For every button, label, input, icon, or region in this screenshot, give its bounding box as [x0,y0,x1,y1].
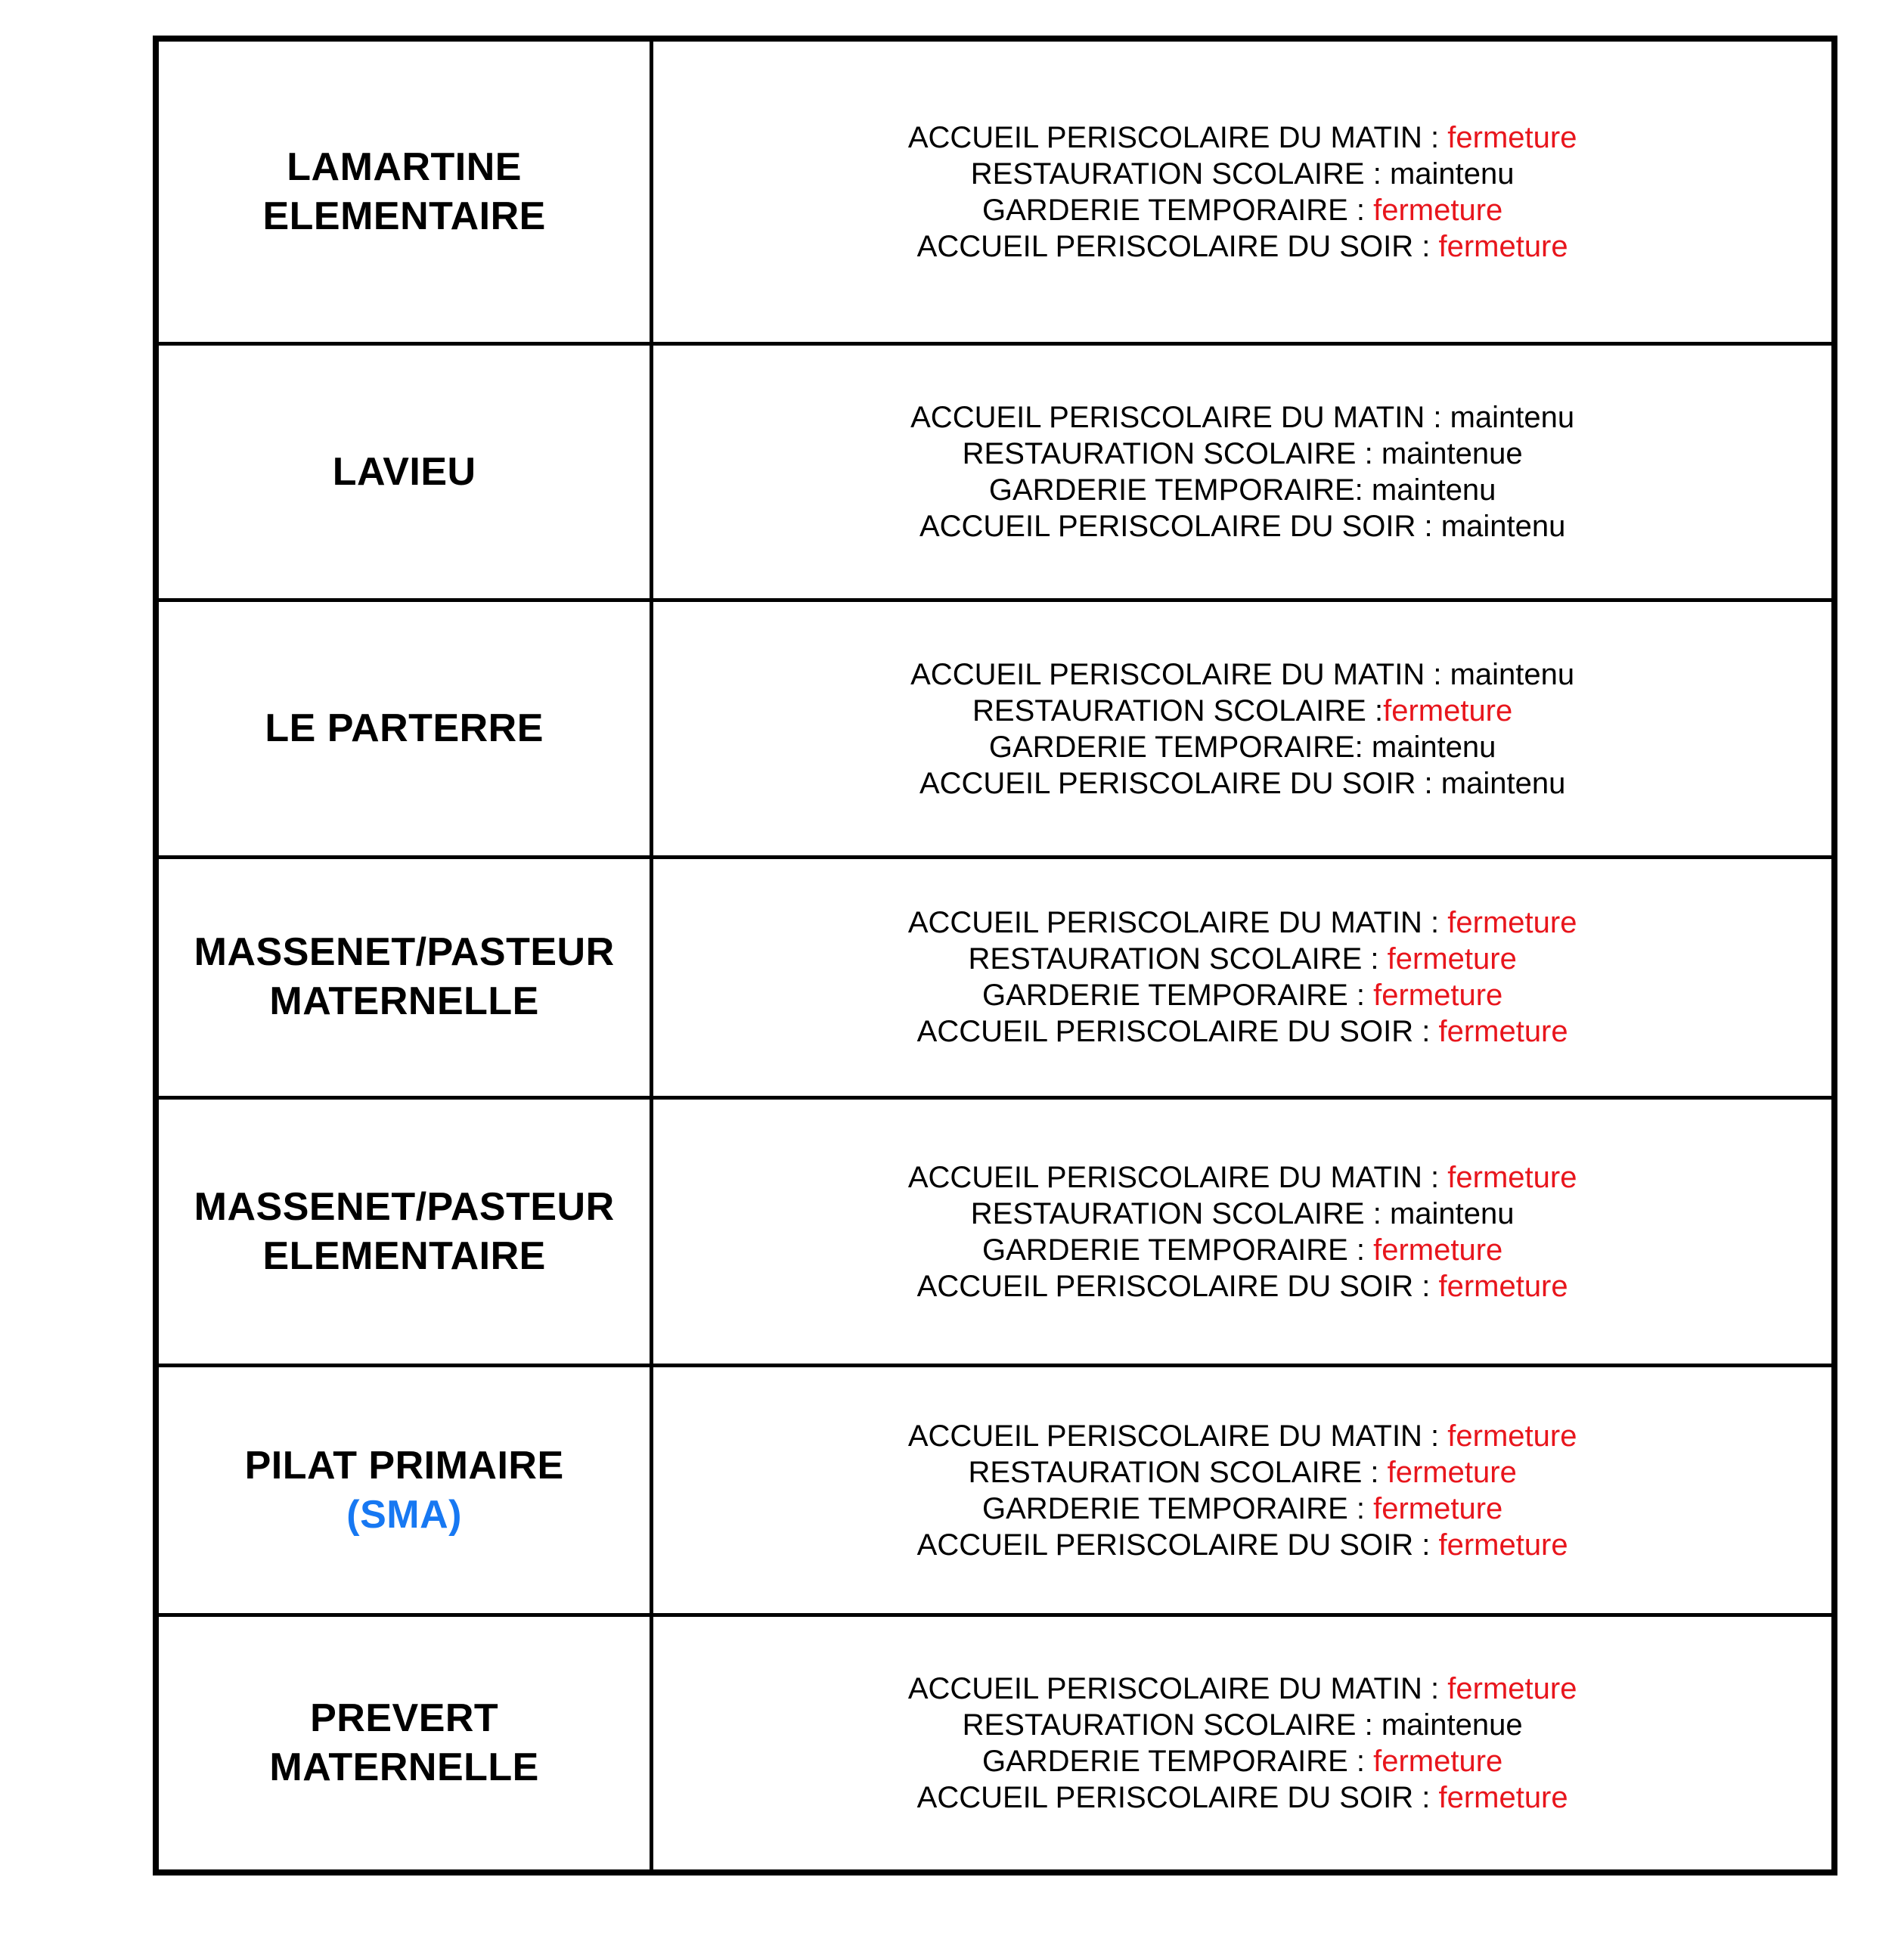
school-name-cell [159,598,650,855]
service-label: GARDERIE TEMPORAIRE : [981,1233,1374,1267]
service-status-line [908,1671,1577,1707]
services-cell [650,1613,1831,1869]
service-label: ACCUEIL PERISCOLAIRE DU SOIR : [916,1781,1439,1815]
service-status-line [908,119,1577,156]
service-status-value: fermeture [1373,1745,1503,1779]
service-status-line [963,1707,1523,1743]
service-label: RESTAURATION SCOLAIRE : [972,693,1384,728]
service-status-value: fermeture [1438,1015,1568,1049]
service-status-value: maintenue [1381,1708,1523,1742]
school-services-table [153,36,1837,1876]
service-status-line [908,1418,1577,1454]
services-cell [650,598,1831,855]
services-cell [650,342,1831,598]
service-status-value: fermeture [1373,979,1503,1013]
service-label: ACCUEIL PERISCOLAIRE DU MATIN : [907,906,1448,940]
service-status-value: maintenu [1440,510,1566,544]
school-name-cell [159,1364,650,1613]
service-status-value: maintenu [1450,401,1575,435]
school-name-line: LAMARTINE [287,144,522,189]
school-name-cell [159,855,650,1096]
service-label: ACCUEIL PERISCOLAIRE DU MATIN : [907,1419,1448,1453]
service-label: ACCUEIL PERISCOLAIRE DU MATIN : [907,120,1448,154]
school-name-line: (SMA) [346,1492,462,1537]
service-label: ACCUEIL PERISCOLAIRE DU MATIN : [907,1672,1448,1706]
service-status-line [982,192,1502,228]
service-status-line [910,656,1574,693]
service-label: ACCUEIL PERISCOLAIRE DU SOIR : [916,229,1439,263]
service-status-value: fermeture [1438,1528,1568,1562]
school-name-line: LAVIEU [332,449,476,494]
service-label: GARDERIE TEMPORAIRE: [988,473,1372,507]
school-name-cell [159,1613,650,1869]
service-status-line [917,1268,1568,1305]
service-label: RESTAURATION SCOLAIRE : [962,1708,1381,1742]
service-status-line [968,941,1516,977]
service-status-line [968,1454,1516,1491]
service-status-line [917,228,1568,265]
service-label: GARDERIE TEMPORAIRE : [981,979,1374,1013]
services-cell [650,855,1831,1096]
service-status-value: fermeture [1438,1781,1568,1815]
service-label: ACCUEIL PERISCOLAIRE DU MATIN : [910,401,1450,435]
service-status-value: fermeture [1373,1233,1503,1267]
service-label: ACCUEIL PERISCOLAIRE DU SOIR : [916,1528,1439,1562]
services-cell [650,1364,1831,1613]
school-name-line: MATERNELLE [269,1745,539,1790]
service-status-value: fermeture [1387,942,1517,976]
service-status-value: fermeture [1438,229,1568,263]
service-status-value: maintenu [1371,730,1496,764]
service-status-value: fermeture [1447,906,1577,940]
service-status-line [971,1196,1515,1232]
service-status-line [908,1159,1577,1196]
school-name-line: MATERNELLE [269,979,539,1024]
service-status-value: maintenue [1381,437,1523,471]
service-status-line [971,156,1515,192]
service-label: ACCUEIL PERISCOLAIRE DU SOIR : [916,1015,1439,1049]
service-label: ACCUEIL PERISCOLAIRE DU SOIR : [919,766,1441,800]
service-status-line [989,729,1496,765]
service-status-line [963,436,1523,472]
service-status-value: fermeture [1383,693,1513,728]
school-name-line: MASSENET/PASTEUR [194,1184,615,1229]
service-status-value: maintenu [1389,1196,1515,1230]
service-status-value: fermeture [1447,1672,1577,1706]
services-cell [650,1096,1831,1364]
service-status-value: fermeture [1447,1419,1577,1453]
service-status-line [982,1232,1502,1268]
service-status-line [908,904,1577,941]
service-status-line [919,508,1565,544]
service-status-line [989,472,1496,508]
service-label: RESTAURATION SCOLAIRE : [962,437,1381,471]
service-status-value: maintenu [1389,157,1515,191]
school-name-cell [159,342,650,598]
service-status-line [982,1743,1502,1779]
school-name-line: MASSENET/PASTEUR [194,930,615,975]
service-status-value: fermeture [1438,1269,1568,1303]
service-status-line [917,1779,1568,1816]
services-cell [650,42,1831,342]
service-status-line [919,765,1565,802]
service-status-line [917,1013,1568,1050]
service-status-value: fermeture [1387,1455,1517,1489]
school-name-line: ELEMENTAIRE [262,194,546,238]
service-status-value: fermeture [1447,1160,1577,1194]
service-status-line [910,399,1574,436]
service-status-value: fermeture [1373,193,1503,227]
service-status-line [972,693,1512,729]
school-name-line: PILAT PRIMAIRE [244,1443,564,1488]
service-status-line [917,1527,1568,1563]
service-status-value: fermeture [1373,1491,1503,1525]
service-label: GARDERIE TEMPORAIRE : [981,193,1374,227]
school-name-line: PREVERT [310,1696,499,1741]
school-name-cell [159,1096,650,1364]
service-status-value: maintenu [1450,657,1575,691]
service-label: RESTAURATION SCOLAIRE : [968,1455,1388,1489]
service-label: ACCUEIL PERISCOLAIRE DU SOIR : [916,1269,1439,1303]
school-name-line: ELEMENTAIRE [262,1233,546,1278]
service-label: RESTAURATION SCOLAIRE : [968,942,1388,976]
service-status-value: maintenu [1440,766,1566,800]
service-status-value: fermeture [1447,120,1577,154]
service-label: RESTAURATION SCOLAIRE : [970,157,1390,191]
service-status-line [982,977,1502,1013]
service-label: GARDERIE TEMPORAIRE: [988,730,1372,764]
school-name-line: LE PARTERRE [265,706,544,750]
service-label: RESTAURATION SCOLAIRE : [970,1196,1390,1230]
service-label: GARDERIE TEMPORAIRE : [981,1745,1374,1779]
service-label: ACCUEIL PERISCOLAIRE DU MATIN : [907,1160,1448,1194]
service-label: GARDERIE TEMPORAIRE : [981,1491,1374,1525]
school-name-cell [159,42,650,342]
service-status-line [982,1491,1502,1527]
service-status-value: maintenu [1371,473,1496,507]
service-label: ACCUEIL PERISCOLAIRE DU SOIR : [919,510,1441,544]
service-label: ACCUEIL PERISCOLAIRE DU MATIN : [910,657,1450,691]
